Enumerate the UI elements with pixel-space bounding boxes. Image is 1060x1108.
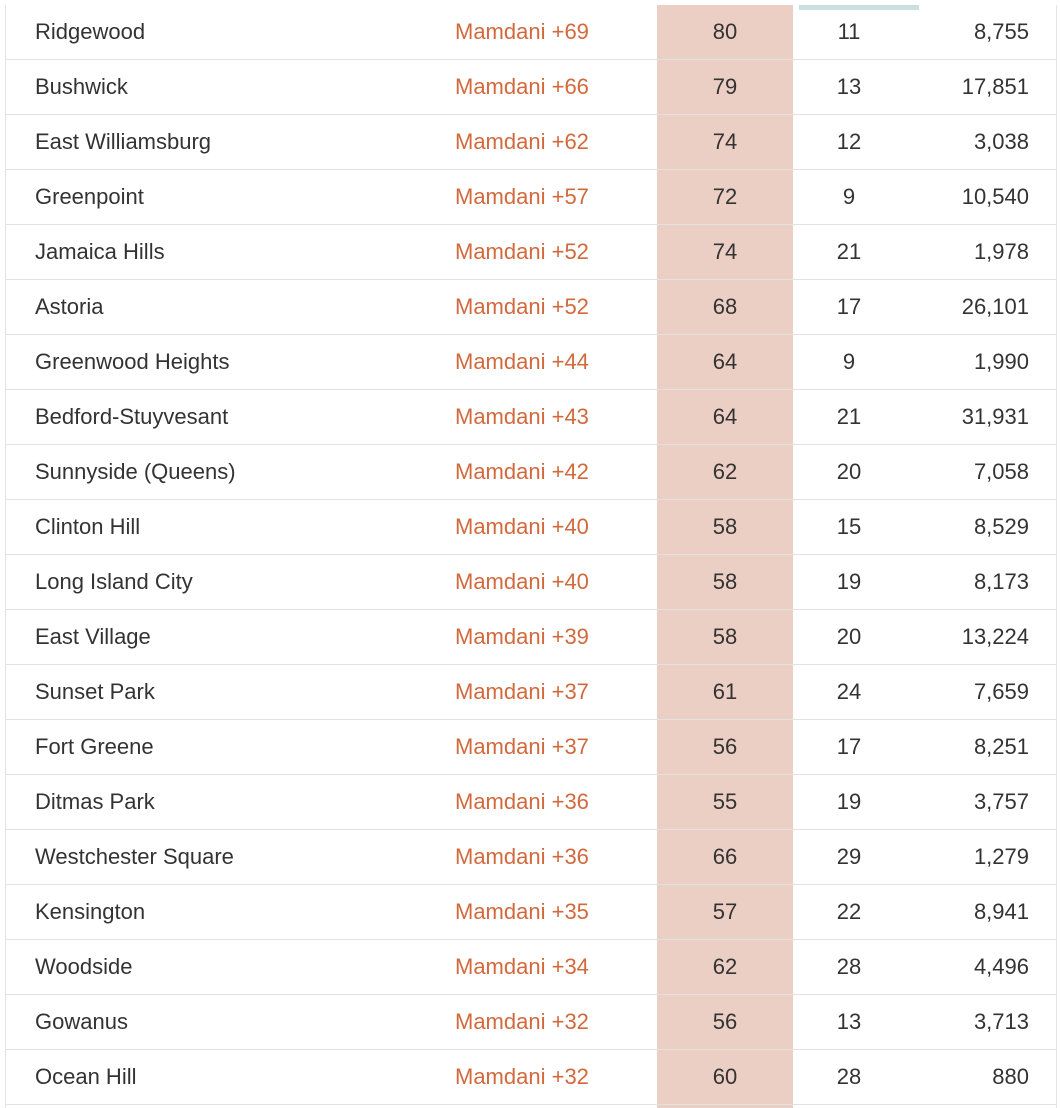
vote-share-cell: 57 bbox=[712, 899, 738, 924]
votes-cell: 4,496 bbox=[973, 954, 1029, 979]
votes-cell: 31,931 bbox=[961, 404, 1029, 429]
vote-share-cell: 56 bbox=[712, 1009, 738, 1034]
neighborhood-cell: Sunnyside (Queens) bbox=[35, 459, 236, 484]
table-row bbox=[6, 720, 1056, 775]
results-table bbox=[5, 5, 1057, 1108]
margin-cell: Mamdani +44 bbox=[455, 349, 589, 374]
vote-share-cell: 62 bbox=[712, 954, 738, 979]
votes-cell: 3,713 bbox=[973, 1009, 1029, 1034]
vote-share-cell: 66 bbox=[712, 844, 738, 869]
other-share-cell: 28 bbox=[836, 1064, 862, 1089]
other-share-cell: 20 bbox=[836, 624, 862, 649]
table-row bbox=[6, 390, 1056, 445]
neighborhood-cell: East Williamsburg bbox=[35, 129, 212, 154]
vote-share-cell: 58 bbox=[712, 624, 738, 649]
votes-cell: 8,173 bbox=[973, 569, 1029, 594]
neighborhood-cell: Ocean Hill bbox=[35, 1064, 137, 1089]
margin-cell: Mamdani +32 bbox=[455, 1064, 589, 1089]
votes-cell: 7,659 bbox=[973, 679, 1029, 704]
other-share-cell: 13 bbox=[836, 1009, 862, 1034]
votes-cell: 8,251 bbox=[973, 734, 1029, 759]
table-row bbox=[6, 1050, 1056, 1105]
table-row bbox=[6, 885, 1056, 940]
other-share-cell: 20 bbox=[836, 459, 862, 484]
neighborhood-cell: Long Island City bbox=[35, 569, 193, 594]
margin-cell: Mamdani +42 bbox=[455, 459, 589, 484]
vote-share-cell: 72 bbox=[712, 184, 738, 209]
table-row bbox=[6, 500, 1056, 555]
neighborhood-cell: Bedford-Stuyvesant bbox=[35, 404, 229, 429]
margin-cell: Mamdani +32 bbox=[455, 1009, 589, 1034]
margin-cell: Mamdani +57 bbox=[455, 184, 589, 209]
table-row bbox=[6, 170, 1056, 225]
vote-share-cell: 55 bbox=[712, 789, 738, 814]
votes-cell: 1,279 bbox=[973, 844, 1029, 869]
other-share-cell: 28 bbox=[836, 954, 862, 979]
vote-share-cell: 61 bbox=[712, 679, 738, 704]
table-row bbox=[6, 940, 1056, 995]
neighborhood-cell: Westchester Square bbox=[35, 844, 234, 869]
votes-cell: 8,941 bbox=[973, 899, 1029, 924]
table-row bbox=[6, 665, 1056, 720]
other-share-cell: 21 bbox=[836, 239, 862, 264]
table-row bbox=[6, 610, 1056, 665]
table-row bbox=[6, 225, 1056, 280]
other-share-cell: 13 bbox=[836, 74, 862, 99]
table-row bbox=[6, 555, 1056, 610]
vote-share-cell: 64 bbox=[712, 404, 738, 429]
neighborhood-cell: Kensington bbox=[35, 899, 146, 924]
vote-share-cell: 58 bbox=[712, 569, 738, 594]
margin-cell: Mamdani +34 bbox=[455, 954, 589, 979]
margin-cell: Mamdani +69 bbox=[455, 19, 589, 44]
votes-cell: 1,978 bbox=[973, 239, 1029, 264]
neighborhood-cell: Ridgewood bbox=[35, 19, 146, 44]
other-share-cell: 11 bbox=[837, 19, 861, 44]
vote-share-cell: 58 bbox=[712, 514, 738, 539]
other-share-cell: 19 bbox=[836, 789, 862, 814]
neighborhood-cell: Jamaica Hills bbox=[35, 239, 165, 264]
votes-cell: 3,757 bbox=[973, 789, 1029, 814]
table-row bbox=[6, 445, 1056, 500]
vote-share-cell: 74 bbox=[712, 129, 738, 154]
margin-cell: Mamdani +62 bbox=[455, 129, 589, 154]
other-share-cell: 19 bbox=[836, 569, 862, 594]
votes-cell: 8,755 bbox=[973, 19, 1029, 44]
votes-cell: 10,540 bbox=[961, 184, 1029, 209]
margin-cell: Mamdani +37 bbox=[455, 734, 589, 759]
other-share-cell: 17 bbox=[836, 294, 862, 319]
votes-cell: 13,224 bbox=[961, 624, 1029, 649]
other-share-cell: 9 bbox=[842, 349, 856, 374]
other-share-cell: 22 bbox=[836, 899, 862, 924]
margin-cell: Mamdani +36 bbox=[455, 844, 589, 869]
other-share-cell: 17 bbox=[836, 734, 862, 759]
table-row bbox=[6, 830, 1056, 885]
votes-cell: 26,101 bbox=[961, 294, 1029, 319]
vote-share-cell: 68 bbox=[712, 294, 738, 319]
table-row bbox=[6, 115, 1056, 170]
other-share-cell: 21 bbox=[836, 404, 862, 429]
vote-share-cell: 74 bbox=[712, 239, 738, 264]
neighborhood-cell: Astoria bbox=[35, 294, 104, 319]
neighborhood-cell: East Village bbox=[35, 624, 151, 649]
margin-cell: Mamdani +43 bbox=[455, 404, 589, 429]
table-body bbox=[6, 5, 1056, 1105]
margin-cell: Mamdani +52 bbox=[455, 294, 589, 319]
neighborhood-cell: Woodside bbox=[35, 954, 133, 979]
neighborhood-cell: Ditmas Park bbox=[35, 789, 155, 814]
margin-cell: Mamdani +35 bbox=[455, 899, 589, 924]
other-share-cell: 12 bbox=[836, 129, 862, 154]
neighborhood-cell: Sunset Park bbox=[35, 679, 155, 704]
votes-cell: 7,058 bbox=[973, 459, 1029, 484]
votes-cell: 880 bbox=[992, 1064, 1029, 1089]
vote-share-cell: 62 bbox=[712, 459, 738, 484]
other-share-cell: 15 bbox=[836, 514, 862, 539]
margin-cell: Mamdani +40 bbox=[455, 569, 589, 594]
table-row bbox=[6, 5, 1056, 60]
votes-cell: 1,990 bbox=[973, 349, 1029, 374]
neighborhood-cell: Gowanus bbox=[35, 1009, 128, 1034]
neighborhood-cell: Greenpoint bbox=[35, 184, 144, 209]
vote-share-cell: 64 bbox=[712, 349, 738, 374]
table-row bbox=[6, 995, 1056, 1050]
other-share-cell: 29 bbox=[836, 844, 862, 869]
vote-share-cell: 56 bbox=[712, 734, 738, 759]
votes-cell: 8,529 bbox=[973, 514, 1029, 539]
vote-share-cell: 80 bbox=[712, 19, 738, 44]
votes-cell: 17,851 bbox=[961, 74, 1029, 99]
neighborhood-cell: Greenwood Heights bbox=[35, 349, 230, 374]
vote-share-cell: 60 bbox=[712, 1064, 738, 1089]
neighborhood-cell: Fort Greene bbox=[35, 734, 154, 759]
margin-cell: Mamdani +40 bbox=[455, 514, 589, 539]
vote-share-cell: 79 bbox=[712, 74, 738, 99]
margin-cell: Mamdani +52 bbox=[455, 239, 589, 264]
table-row bbox=[6, 280, 1056, 335]
margin-cell: Mamdani +66 bbox=[455, 74, 589, 99]
other-share-cell: 9 bbox=[842, 184, 856, 209]
neighborhood-cell: Bushwick bbox=[35, 74, 128, 99]
table-row bbox=[6, 775, 1056, 830]
table-row bbox=[6, 60, 1056, 115]
other-share-cell: 24 bbox=[836, 679, 862, 704]
table-row bbox=[6, 335, 1056, 390]
margin-cell: Mamdani +39 bbox=[455, 624, 589, 649]
margin-cell: Mamdani +37 bbox=[455, 679, 589, 704]
margin-cell: Mamdani +36 bbox=[455, 789, 589, 814]
neighborhood-cell: Clinton Hill bbox=[35, 514, 141, 539]
votes-cell: 3,038 bbox=[973, 129, 1029, 154]
